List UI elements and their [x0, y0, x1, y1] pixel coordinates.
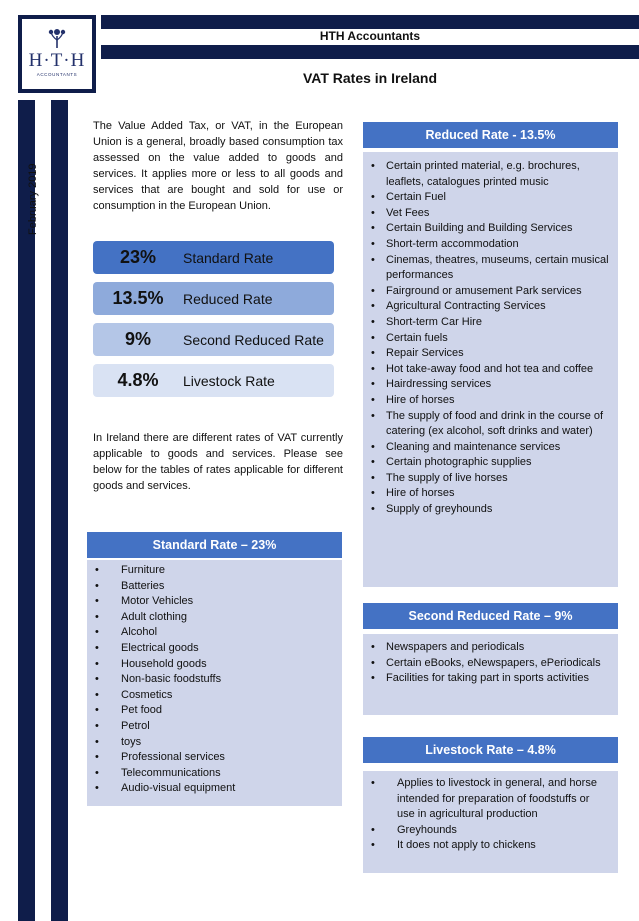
standard-rate-heading: Standard Rate – 23% — [87, 532, 342, 558]
company-name: HTH Accountants — [319, 29, 421, 43]
header-bar-top — [101, 15, 639, 29]
left-bar-inner — [51, 100, 68, 921]
list-item: • Certain eBooks, eNewspapers, ePeriodicals — [363, 656, 612, 672]
rate-name: Livestock Rate — [183, 372, 275, 389]
list-item: • Adult clothing — [87, 610, 342, 626]
rate-percent: 9% — [124, 329, 151, 349]
list-item: • Short-term Car Hire — [363, 315, 612, 331]
company-logo — [18, 15, 96, 93]
livestock-rate-heading: Livestock Rate – 4.8% — [363, 737, 618, 763]
list-item: • Non-basic foodstuffs — [87, 672, 342, 688]
list-item: • The supply of food and drink in the course of catering (ex alcohol, soft drinks and water) — [363, 409, 612, 440]
list-item: • Motor Vehicles — [87, 594, 342, 610]
list-item: • Fairground or amusement Park services — [363, 284, 612, 300]
list-item: • Short-term accommodation — [363, 237, 612, 253]
rates-explanation: In Ireland there are different rates of VAT currently applicable to goods and services. Please see below for the tables of rates applicable for different goods and services. — [93, 432, 343, 492]
list-item: • Newspapers and periodicals — [363, 640, 612, 656]
second-reduced-rate-list — [363, 634, 618, 715]
rate-percent: 13.5% — [112, 288, 164, 308]
list-item: • Telecommunications — [87, 766, 342, 782]
standard-rate-list — [87, 560, 342, 806]
list-item: • Audio-visual equipment — [87, 781, 342, 797]
list-item: • The supply of live horses — [363, 471, 612, 487]
list-item: • Petrol — [87, 719, 342, 735]
list-item: • toys — [87, 735, 342, 751]
livestock-rate-list — [363, 771, 618, 873]
page-title: VAT Rates in Ireland — [302, 70, 438, 86]
list-item: • Supply of greyhounds — [363, 502, 612, 518]
intro-paragraph: The Value Added Tax, or VAT, in the European Union is a general, broadly based consumption tax assessed on the value added to goods and services. It applies more or less to all goods and services that are bought and sold for use or consumption in the European Union. — [93, 120, 343, 212]
list-item: • Greyhounds — [363, 823, 608, 839]
list-item: • Repair Services — [363, 346, 612, 362]
reduced-rate-list — [363, 152, 618, 587]
header-bar-bottom — [101, 45, 639, 59]
list-item: • Facilities for taking part in sports activities — [363, 671, 612, 687]
list-item: • It does not apply to chickens — [363, 838, 608, 854]
list-item: • Hire of horses — [363, 393, 612, 409]
rate-name: Second Reduced Rate — [183, 331, 324, 348]
list-item: • Cleaning and maintenance services — [363, 440, 612, 456]
logo-subtext: ACCOUNTANTS — [36, 72, 78, 77]
rate-box-second-reduced — [93, 323, 334, 356]
list-item: • Certain Fuel — [363, 190, 612, 206]
list-item: • Household goods — [87, 657, 342, 673]
list-item: • Certain fuels — [363, 331, 612, 347]
rate-box-reduced — [93, 282, 334, 315]
list-item: • Batteries — [87, 579, 342, 595]
list-item: • Alcohol — [87, 625, 342, 641]
list-item: • Pet food — [87, 703, 342, 719]
list-item: • Certain photographic supplies — [363, 455, 612, 471]
list-item: • Certain printed material, e.g. brochures, leaflets, catalogues printed music — [363, 159, 612, 190]
rate-name: Standard Rate — [183, 249, 274, 266]
list-item: • Hire of horses — [363, 486, 612, 502]
list-item: • Certain Building and Building Services — [363, 221, 612, 237]
logo-text: H·T·H — [28, 50, 86, 71]
tree-icon — [46, 27, 68, 49]
list-item: • Professional services — [87, 750, 342, 766]
list-item: • Furniture — [87, 563, 342, 579]
list-item: • Applies to livestock in general, and horse intended for preparation of foodstuffs or use in agricultural production — [363, 776, 608, 823]
list-item: • Electrical goods — [87, 641, 342, 657]
rate-percent: 4.8% — [117, 370, 159, 390]
list-item: • Cinemas, theatres, museums, certain musical performances — [363, 253, 612, 284]
rate-box-livestock — [93, 364, 334, 397]
second-reduced-rate-heading: Second Reduced Rate – 9% — [363, 603, 618, 629]
list-item: • Vet Fees — [363, 206, 612, 222]
list-item: • Agricultural Contracting Services — [363, 299, 612, 315]
list-item: • Hairdressing services — [363, 377, 612, 393]
list-item: • Hot take-away food and hot tea and coffee — [363, 362, 612, 378]
rate-box-standard — [93, 241, 334, 274]
list-item: • Cosmetics — [87, 688, 342, 704]
document-date: February 2019 — [27, 163, 39, 235]
rate-percent: 23% — [119, 247, 157, 267]
rate-name: Reduced Rate — [183, 290, 273, 307]
reduced-rate-heading: Reduced Rate - 13.5% — [363, 122, 618, 148]
